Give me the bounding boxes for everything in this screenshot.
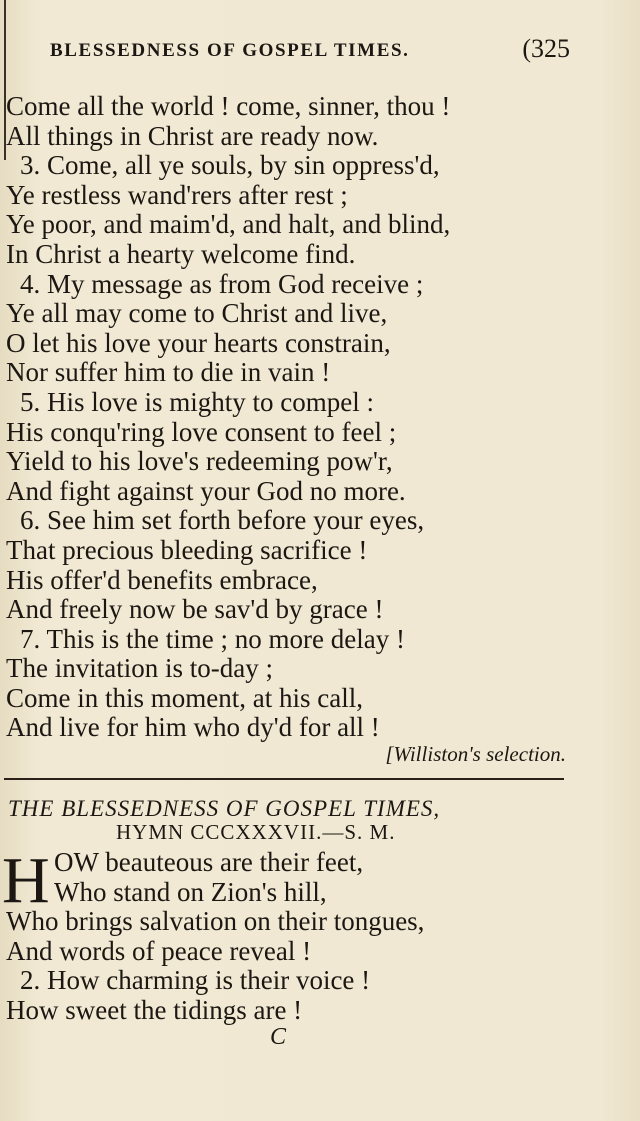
running-title: BLESSEDNESS OF GOSPEL TIMES.	[50, 40, 410, 61]
verse-line: His conqu'ring love consent to feel ;	[6, 416, 397, 447]
verse-line: 5. His love is mighty to compel :	[20, 386, 374, 417]
hymn-1-text	[6, 92, 586, 743]
verse-line: Who brings salvation on their tongues,	[6, 906, 425, 937]
catchword: C	[270, 1024, 287, 1050]
verse-line: And freely now be sav'd by grace !	[6, 594, 384, 625]
verse-line: Yield to his love's redeeming pow'r,	[6, 446, 393, 477]
source-attribution: [Williston's selection.	[385, 742, 566, 766]
verse-line: His offer'd benefits embrace,	[6, 564, 318, 595]
section-divider	[4, 778, 564, 780]
verse-line: Come in this moment, at his call,	[6, 682, 363, 713]
verse-line: How sweet the tidings are !	[6, 994, 303, 1025]
verse-line: 4. My message as from God receive ;	[20, 268, 424, 299]
verse-line: Nor suffer him to die in vain !	[6, 357, 331, 388]
verse-line: 2. How charming is their voice !	[20, 965, 371, 996]
verse-line: O let his love your hearts constrain,	[6, 327, 391, 358]
hymn-2-number: HYMN CCCXXXVII.—S. M.	[116, 820, 396, 844]
verse-line: The invitation is to-day ;	[6, 653, 273, 684]
drop-cap: H	[2, 844, 48, 917]
running-header	[50, 34, 570, 64]
verse-line: In Christ a hearty welcome find.	[6, 238, 356, 269]
page-number: (325	[522, 34, 570, 63]
verse-line: Ye poor, and maim'd, and halt, and blind,	[6, 209, 451, 240]
verse-line: 7. This is the time ; no more delay !	[20, 623, 405, 654]
verse-line: And fight against your God no more.	[6, 475, 406, 506]
verse-line: Come all the world ! come, sinner, thou !	[6, 91, 451, 121]
verse-line: OW beauteous are their feet,	[54, 847, 364, 877]
verse-line: And words of peace reveal !	[6, 935, 312, 966]
verse-line: Who stand on Zion's hill,	[54, 876, 327, 907]
verse-line: And live for him who dy'd for all !	[6, 712, 380, 743]
verse-line: That precious bleeding sacrifice !	[6, 534, 368, 565]
verse-line: 3. Come, all ye souls, by sin oppress'd,	[20, 150, 440, 181]
verse-line: All things in Christ are ready now.	[6, 120, 379, 151]
hymn-2-text	[6, 848, 586, 1026]
hymn-2-title: THE BLESSEDNESS OF GOSPEL TIMES,	[8, 796, 441, 821]
verse-line: 6. See him set forth before your eyes,	[20, 505, 425, 536]
verse-line: Ye restless wand'rers after rest ;	[6, 179, 348, 210]
verse-line: Ye all may come to Christ and live,	[6, 298, 388, 329]
